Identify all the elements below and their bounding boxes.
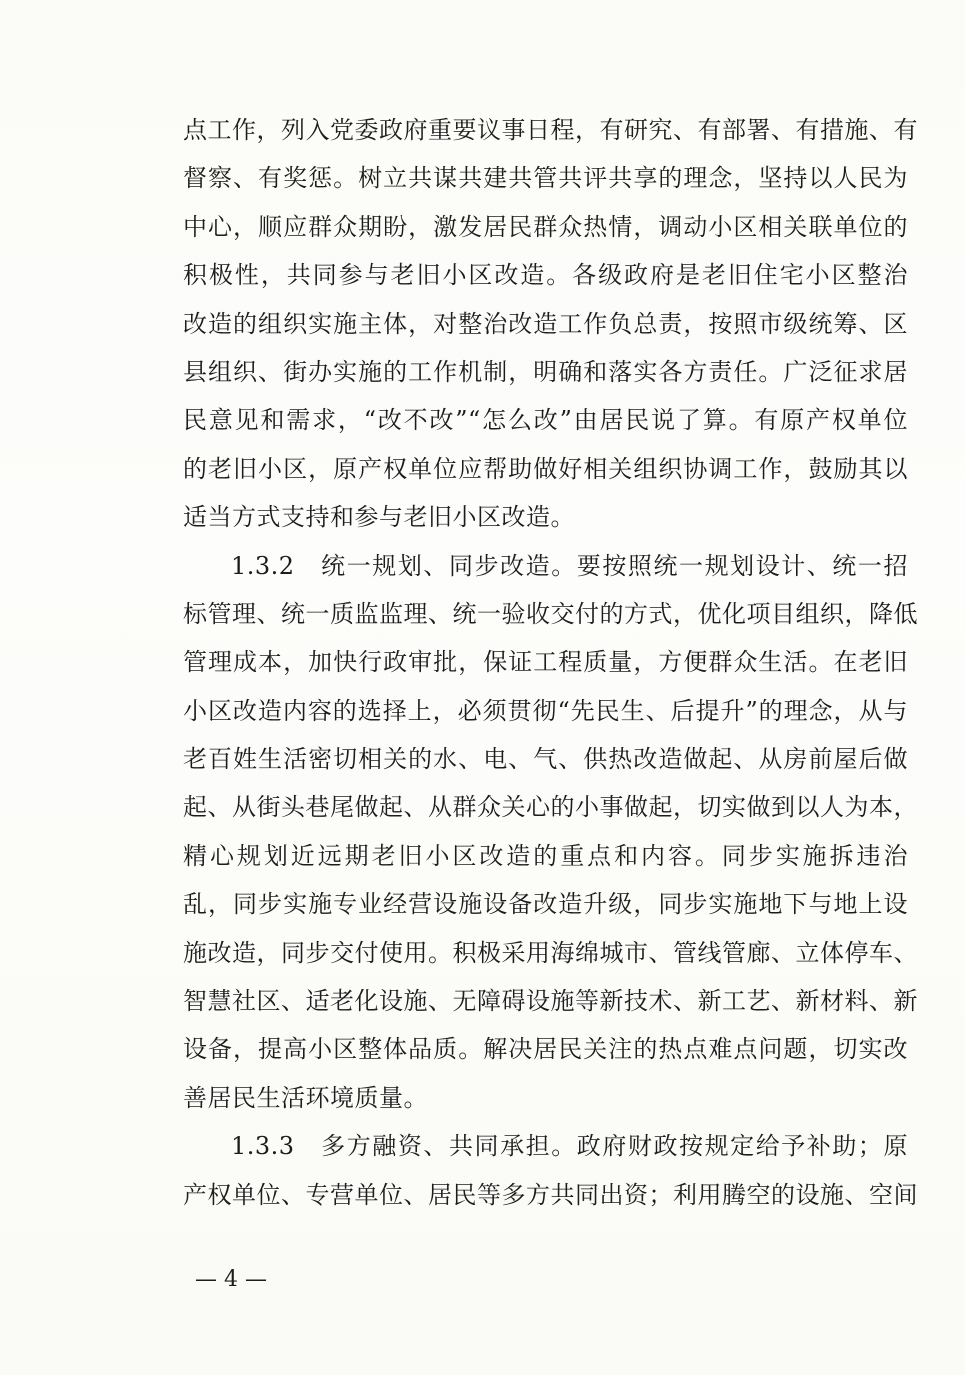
text-line: 积极性，共同参与老旧小区改造。各级政府是老旧住宅小区整治 [183,261,908,290]
text-line: 点工作，列入党委政府重要议事日程，有研究、有部署、有措施、有 [183,116,918,144]
text-line: 精心规划近远期老旧小区改造的重点和内容。同步实施拆违治 [183,841,908,870]
text-line: 小区改造内容的选择上，必须贯彻“先民生、后提升”的理念，从与 [183,696,908,725]
text-line: 乱，同步实施专业经营设施设备改造升级，同步实施地下与地上设 [183,890,908,919]
text-line: 标管理、统一质监监理、统一验收交付的方式，优化项目组织，降低 [183,599,918,628]
text-line: 智慧社区、适老化设施、无障碍设施等新技术、新工艺、新材料、新 [183,987,918,1016]
section-heading-line: 1.3.2 统一规划、同步改造。要按照统一规划设计、统一招 [231,551,908,580]
text-line: 中心，顺应群众期盼，激发居民群众热情，调动小区相关联单位的 [183,212,908,241]
text-line: 产权单位、专营单位、居民等多方共同出资；利用腾空的设施、空间 [183,1180,918,1209]
text-line: 改造的组织实施主体，对整治改造工作负总责，按照市级统筹、区 [183,309,908,338]
text-line: 老百姓生活密切相关的水、电、气、供热改造做起、从房前屋后做 [183,745,908,774]
text-line: 施改造，同步交付使用。积极采用海绵城市、管线管廊、立体停车、 [183,938,918,967]
page-number: — 4 — [195,1267,267,1292]
text-line: 县组织、街办实施的工作机制，明确和落实各方责任。广泛征求居 [183,357,908,386]
text-line: 民意见和需求，“改不改”“怎么改”由居民说了算。有原产权单位 [183,406,908,435]
text-line: 督察、有奖惩。树立共谋共建共管共评共享的理念，坚持以人民为 [183,164,908,193]
text-line: 起、从街头巷尾做起、从群众关心的小事做起，切实做到以人为本， [183,793,918,822]
text-line: 设备，提高小区整体品质。解决居民关注的热点难点问题，切实改 [183,1035,908,1064]
text-line: 管理成本，加快行政审批，保证工程质量，方便群众生活。在老旧 [183,648,908,677]
body-text [183,106,918,1219]
section-heading-line: 1.3.3 多方融资、共同承担。政府财政按规定给予补助；原 [231,1132,908,1161]
text-line: 的老旧小区，原产权单位应帮助做好相关组织协调工作，鼓励其以 [183,454,908,483]
paragraph-end-line: 善居民生活环境质量。 [183,1083,428,1112]
paragraph-end-line: 适当方式支持和参与老旧小区改造。 [183,503,575,532]
